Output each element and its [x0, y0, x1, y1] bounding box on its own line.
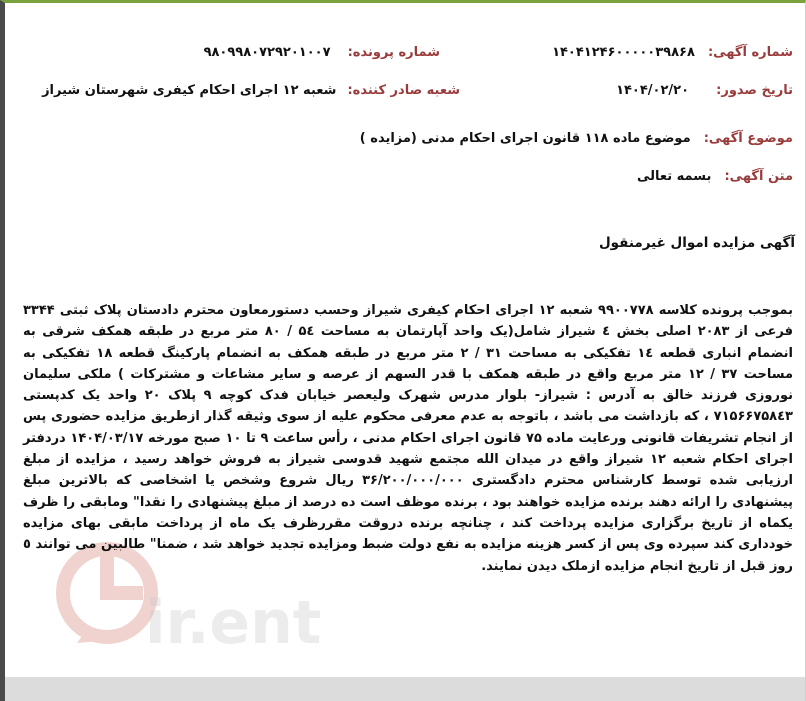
- watermark-text: ir.ent: [145, 588, 322, 658]
- ad-number-value: ۱۴۰۴۱۲۴۶۰۰۰۰۰۳۹۸۶۸: [552, 45, 695, 60]
- case-number-field: [204, 41, 440, 60]
- notice-heading: آگهی مزایده اموال غیرمنقول: [598, 235, 795, 251]
- text-field: [637, 165, 793, 184]
- ad-number-label: شماره آگهی:: [707, 45, 793, 60]
- issuer-field: [42, 79, 460, 98]
- text-label: متن آگهی:: [724, 169, 793, 184]
- issue-date-label: تاریخ صدور:: [716, 83, 793, 98]
- ad-number-field: [552, 41, 793, 60]
- issuer-label: شعبه صادر کننده:: [347, 83, 460, 98]
- issue-date-value: ۱۴۰۴/۰۲/۲۰: [616, 83, 690, 98]
- case-number-label: شماره پرونده:: [347, 45, 440, 60]
- notice-body: بموجب پرونده کلاسه ۹۹۰۰۷۷۸ شعبه ۱۲ اجرای احکام کیفری شیراز وحسب دستورمعاون محترم دادستان پلاک ثبتی ۳۳۴۴ فرعی از ۲۰۸۳ اصلی بخش ٤ شیراز شامل(یک واحد آپارتمان به مساحت ۵٤ / ۸۰ متر مربع در طبقه همکف شرقی به انضمام انباری قطعه ۱٤ تفکیکی به مساحت ۳۱ / ۲ متر مربع در طبقه همکف به انضمام پارکینگ قطعه ۱۸ تفکیکی به مساحت ۳۷ / ۱۲ متر مربع واقع در طبقه همکف با قدر السهم از عرصه و سایر مشاعات و مشترکات ) ملکی سلیمان نوروزی فرزند خالق به آدرس : شیراز- بلوار مدرس شهرک ولیعصر خیابان فدک کوچه ۹ پلاک ۲۰ واحد یک کدپستی ۷۱۵۶۶۷۵۸٤۳ ، که بازداشت می باشد ، باتوجه به عدم معرفی محکوم علیه از سوی وثیقه گذار ازطریق مزایده حضوری پس از انجام تشریفات قانونی ورعایت ماده ۷۵ قانون اجرای احکام مدنی ، رأس ساعت ۹ تا ۱۰ صبح مورخه ۱۴۰۴/۰۳/۱۷ دردفتر اجرای احکام شعبه ۱۲ شیراز واقع در میدان الله مجتمع شهید قدوسی شیراز به فروش خواهد رسید ، مزایده از مبلغ ارزیابی شده توسط کارشناس محترم دادگستری ۳۶/۲۰۰/۰۰۰/۰۰۰ ریال شروع وشخص یا اشخاصی که بالاترین مبلغ پیشنهادی را ارائه دهند برنده مزایده خواهند بود ، برنده موظف است ده درصد از مبلغ پیشنهادی را نقدا" ومابقی را ظرف یکماه از تاریخ برگزاری مزایده پرداخت کند ، چنانچه برنده دروقت مقررظرف یک ماه از پرداخت مابقی بهای مزایده خودداری کند سپرده وی پس از کسر هزینه مزایده به نفع دولت ضبط ومزایده تجدید خواهد شد ، ضمنا" طالبین می توانند ٥ روز قبل از تاریخ انجام مزایده ازملک دیدن نمایند.: [23, 303, 794, 574]
- issue-date-field: [616, 79, 793, 98]
- subject-value: موضوع ماده ۱۱۸ قانون اجرای احکام مدنی (مزایده ): [359, 131, 691, 146]
- case-number-value: ۹۸۰۹۹۸۰۷۲۹۲۰۱۰۰۷: [203, 45, 331, 60]
- issuer-value: شعبه ۱۲ اجرای احکام کیفری شهرستان شیراز: [42, 83, 337, 98]
- subject-field: [360, 127, 793, 146]
- text-intro: بسمه تعالی: [637, 169, 712, 184]
- subject-label: موضوع آگهی:: [703, 131, 793, 146]
